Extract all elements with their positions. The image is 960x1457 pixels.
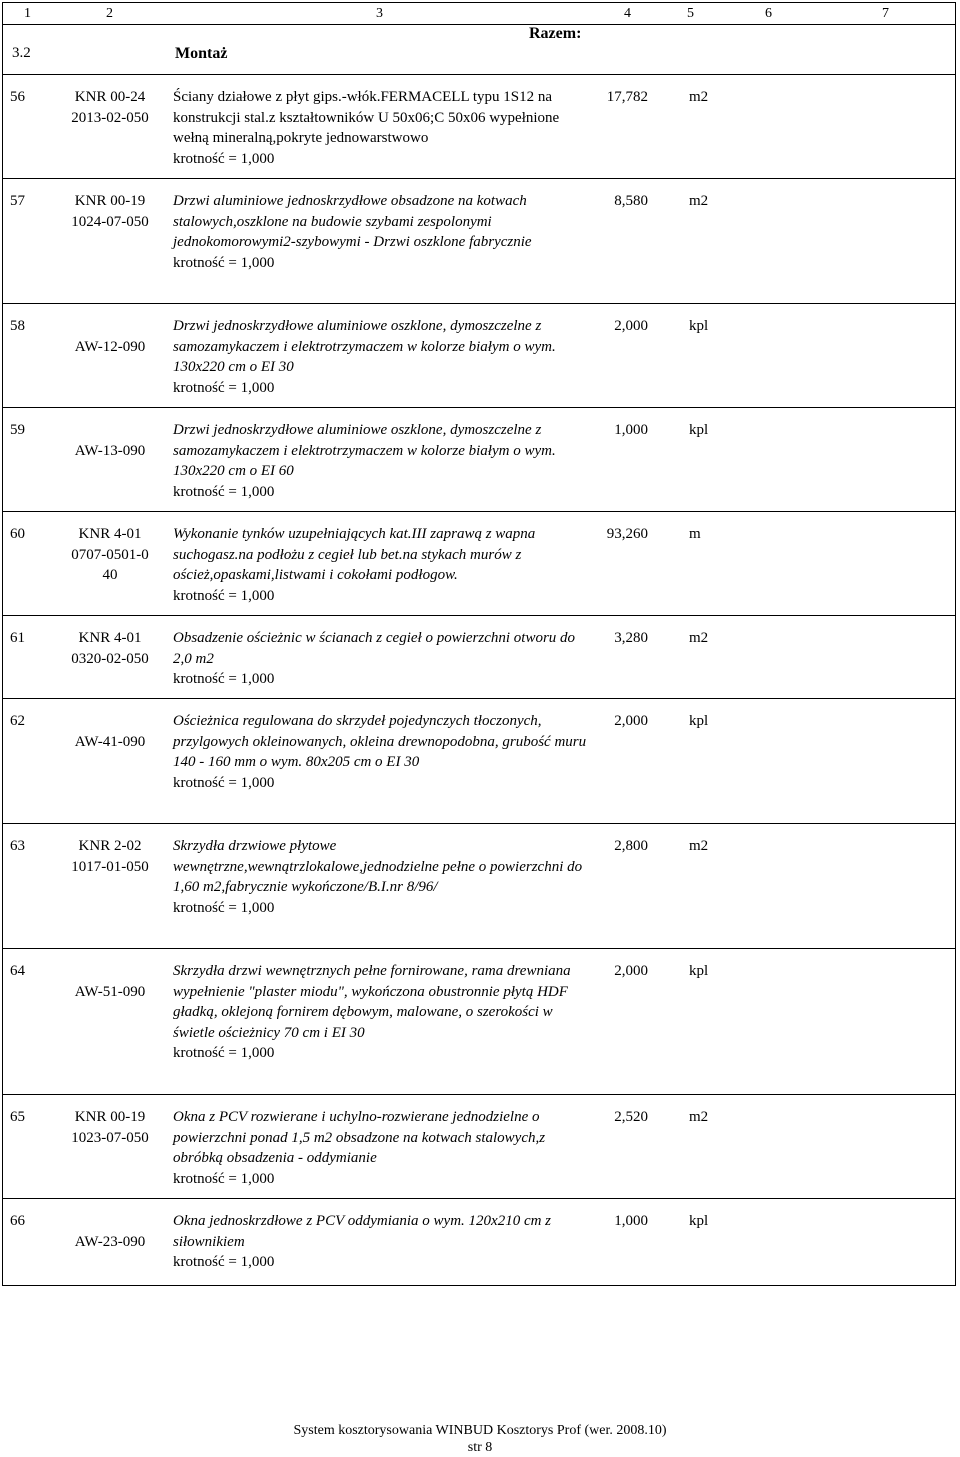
description-text: Okna z PCV rozwierane i uchylno-rozwierane jednodzielne o powierzchni ponad 1,5 m2 obsadzone na kotwach stalowych,z obróbką obsadzenia - oddymianie bbox=[173, 1109, 546, 1166]
item-description bbox=[173, 316, 593, 398]
quantity-value: 1,000 bbox=[614, 422, 648, 438]
catalog-code: KNR 2-02 1017-01-050 bbox=[71, 838, 149, 875]
quantity-value: 8,580 bbox=[614, 193, 648, 209]
column-number-7: 7 bbox=[882, 6, 889, 21]
row-number: 63 bbox=[10, 838, 25, 854]
table-row bbox=[2, 1199, 956, 1286]
multiplier-text: krotność = 1,000 bbox=[173, 899, 275, 916]
catalog-code: AW-23-090 bbox=[74, 1234, 146, 1250]
item-description bbox=[173, 524, 593, 606]
unit-label: kpl bbox=[689, 713, 709, 729]
multiplier-text: krotność = 1,000 bbox=[173, 1170, 275, 1187]
row-number: 58 bbox=[10, 318, 25, 334]
row-number: 56 bbox=[10, 89, 25, 105]
section-header bbox=[2, 25, 956, 75]
row-number: 65 bbox=[10, 1109, 25, 1125]
description-text: Okna jednoskrzdłowe z PCV oddymiania o wym. 120x210 cm z siłownikiem bbox=[173, 1213, 552, 1250]
unit-label: m2 bbox=[689, 838, 709, 854]
multiplier-text: krotność = 1,000 bbox=[173, 671, 275, 687]
item-description bbox=[173, 961, 593, 1064]
row-number: 66 bbox=[10, 1213, 25, 1229]
multiplier-text: krotność = 1,000 bbox=[173, 379, 275, 396]
footer-page: str 8 bbox=[467, 1440, 493, 1455]
description-text: Drzwi jednoskrzydłowe aluminiowe oszklone, dymoszczelne z samozamykaczem i elektrotrzymaczem w kolorze białym o wym. 130x220 cm o EI 60 bbox=[173, 422, 556, 479]
unit-label: m2 bbox=[689, 193, 709, 209]
catalog-code: AW-51-090 bbox=[74, 984, 146, 1000]
unit-label: kpl bbox=[689, 963, 709, 979]
description-text: Obsadzenie ościeżnic w ścianach z cegieł o powierzchni otworu do 2,0 m2 bbox=[173, 630, 576, 667]
description-text: Drzwi aluminiowe jednoskrzydłowe obsadzone na kotwach stalowych,oszklone na budowie szybami zespolonymi jednokomorowymi2-szybowymi - Drzwi oszklone fabrycznie bbox=[173, 193, 532, 250]
unit-label: m bbox=[689, 526, 701, 542]
column-number-6: 6 bbox=[765, 6, 772, 21]
footer-system: System kosztorysowania WINBUD Kosztorys Prof (wer. 2008.10) bbox=[293, 1423, 667, 1438]
multiplier-text: krotność = 1,000 bbox=[173, 1045, 275, 1061]
table-row bbox=[2, 179, 956, 304]
description-text: Ościeżnica regulowana do skrzydeł pojedynczych tłoczonych, przylgowych okleinowanych, okleina drewnopodobna, grubość muru 140 - 160 mm o wym. 80x205 cm o EI 30 bbox=[173, 713, 587, 770]
column-number-header bbox=[2, 2, 956, 25]
column-number-3: 3 bbox=[376, 6, 383, 21]
multiplier-text: krotność = 1,000 bbox=[173, 774, 275, 791]
item-description bbox=[173, 420, 593, 502]
multiplier-text: krotność = 1,000 bbox=[173, 1254, 275, 1270]
table-row bbox=[2, 616, 956, 699]
section-code: 3.2 bbox=[12, 45, 31, 61]
multiplier-text: krotność = 1,000 bbox=[173, 483, 275, 500]
quantity-value: 3,280 bbox=[614, 630, 648, 646]
table-row bbox=[2, 699, 956, 824]
row-number: 59 bbox=[10, 422, 25, 438]
table-row bbox=[2, 1095, 956, 1199]
razem-label: Razem: bbox=[529, 25, 582, 42]
row-number: 61 bbox=[10, 630, 25, 646]
table-row bbox=[2, 75, 956, 179]
item-description bbox=[173, 836, 593, 918]
item-description bbox=[173, 87, 593, 169]
column-number-2: 2 bbox=[106, 6, 113, 21]
table-row bbox=[2, 512, 956, 616]
item-description bbox=[173, 711, 593, 793]
unit-label: kpl bbox=[689, 318, 709, 334]
quantity-value: 2,000 bbox=[614, 318, 648, 334]
description-text: Skrzydła drzwi wewnętrznych pełne fornirowane, rama drewniana wypełnienie "plaster miodu", wykończona obustronnie płytą HDF gładką, oklejoną fornirem dębowym, malowane, o szerokości w świetle ościeżnicy 70 cm i EI 30 bbox=[173, 963, 571, 1041]
multiplier-text: krotność = 1,000 bbox=[173, 150, 275, 167]
catalog-code: KNR 4-01 0707-0501-0 40 bbox=[71, 526, 149, 583]
description-text: Skrzydła drzwiowe płytowe wewnętrzne,wewnątrzlokalowe,jednodzielne pełne o powierzchni do 1,60 m2,fabrycznie wykończone/B.I.nr 8/96/ bbox=[173, 838, 583, 895]
unit-label: kpl bbox=[689, 1213, 709, 1229]
row-number: 60 bbox=[10, 526, 25, 542]
item-description bbox=[173, 628, 593, 690]
row-number: 57 bbox=[10, 193, 25, 209]
row-number: 62 bbox=[10, 713, 25, 729]
table-row bbox=[2, 949, 956, 1095]
column-number-4: 4 bbox=[624, 6, 631, 21]
unit-label: m2 bbox=[689, 1109, 709, 1125]
quantity-value: 1,000 bbox=[614, 1213, 648, 1229]
quantity-value: 2,520 bbox=[614, 1109, 648, 1125]
catalog-code: AW-41-090 bbox=[74, 734, 146, 750]
row-number: 64 bbox=[10, 963, 25, 979]
table-row bbox=[2, 304, 956, 408]
table-row bbox=[2, 408, 956, 512]
item-description bbox=[173, 191, 593, 273]
unit-label: m2 bbox=[689, 89, 709, 105]
catalog-code: KNR 4-01 0320-02-050 bbox=[71, 630, 149, 667]
table-row bbox=[2, 824, 956, 949]
description-text: Wykonanie tynków uzupełniających kat.III zaprawą z wapna suchogasz.na podłożu z cegieł lub bet.na stykach murów z oścież,opaskami,listwami i cokołami podłogow. bbox=[173, 526, 536, 583]
catalog-code: AW-13-090 bbox=[74, 443, 146, 459]
quantity-value: 2,000 bbox=[614, 963, 648, 979]
quantity-value: 93,260 bbox=[606, 526, 648, 542]
unit-label: m2 bbox=[689, 630, 709, 646]
catalog-code: KNR 00-19 1024-07-050 bbox=[71, 193, 149, 230]
unit-label: kpl bbox=[689, 422, 709, 438]
item-description bbox=[173, 1107, 593, 1189]
quantity-value: 17,782 bbox=[606, 89, 648, 105]
description-text: Ściany działowe z płyt gips.-włók.FERMACELL typu 1S12 na konstrukcji stal.z kształtowników U 50x06;C 50x06 wypełnione wełną mineralną,pokryte jednowarstwowo bbox=[173, 89, 560, 146]
catalog-code: KNR 00-24 2013-02-050 bbox=[71, 89, 149, 126]
quantity-value: 2,000 bbox=[614, 713, 648, 729]
description-text: Drzwi jednoskrzydłowe aluminiowe oszklone, dymoszczelne z samozamykaczem i elektrotrzymaczem w kolorze białym o wym. 130x220 cm o EI 30 bbox=[173, 318, 556, 375]
section-title: Montaż bbox=[175, 45, 228, 62]
quantity-value: 2,800 bbox=[614, 838, 648, 854]
column-number-1: 1 bbox=[24, 6, 31, 21]
multiplier-text: krotność = 1,000 bbox=[173, 254, 275, 271]
catalog-code: AW-12-090 bbox=[74, 339, 146, 355]
column-number-5: 5 bbox=[687, 6, 694, 21]
catalog-code: KNR 00-19 1023-07-050 bbox=[71, 1109, 149, 1146]
item-description bbox=[173, 1211, 593, 1273]
multiplier-text: krotność = 1,000 bbox=[173, 587, 275, 604]
